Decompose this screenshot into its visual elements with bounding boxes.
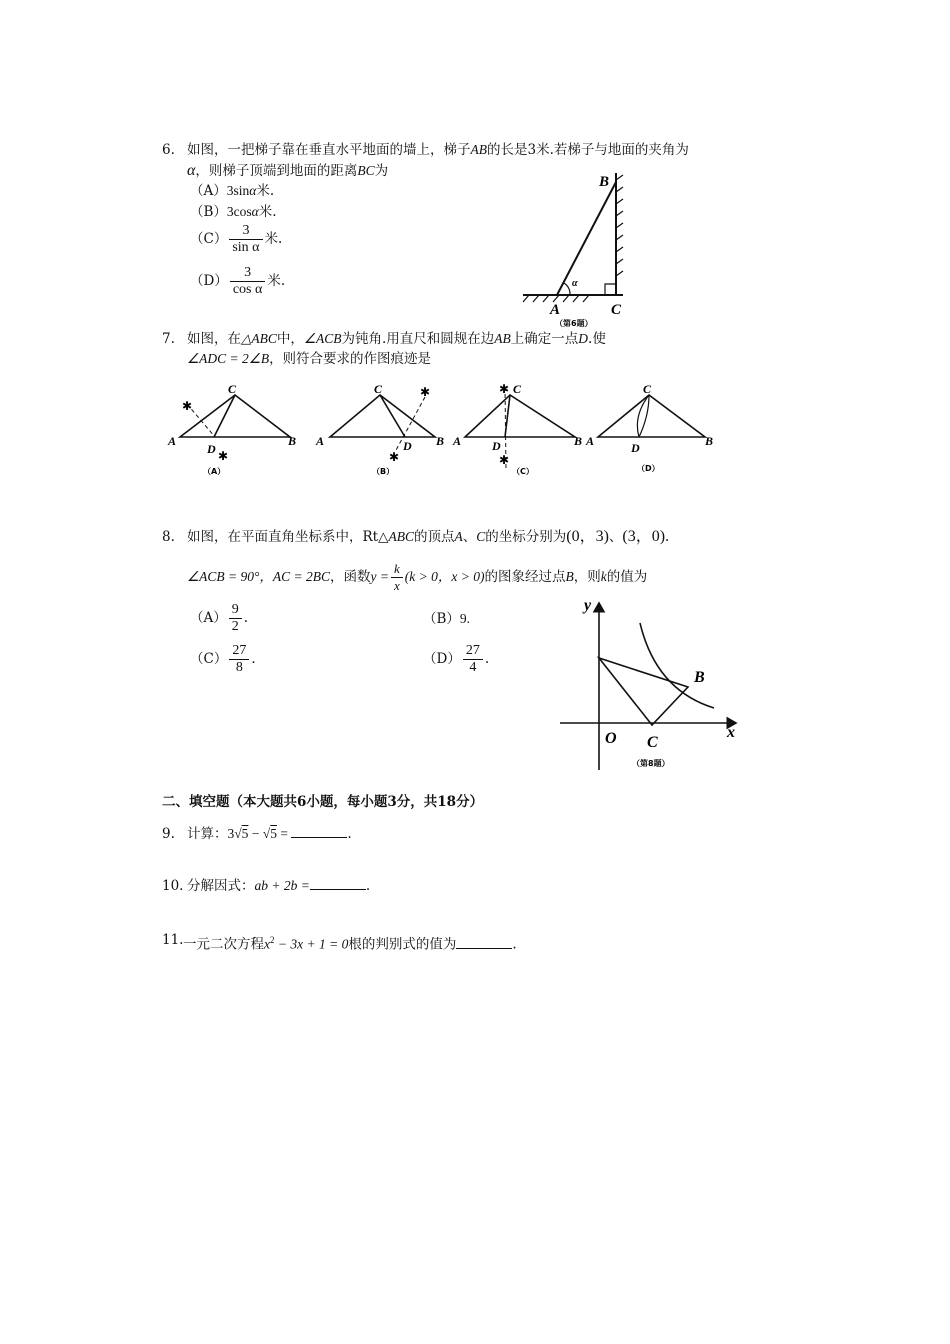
q7a-label-b: B (288, 434, 297, 448)
q6-text-b: 的长是3米.若梯子与地面的夹角为 (487, 142, 689, 158)
q8-line2 (187, 561, 647, 594)
q6-option-c-unit: 米. (264, 231, 283, 247)
q7a-arc-mark-1: ✱ (182, 399, 193, 413)
q6-option-c-label: （C） (190, 231, 228, 247)
q8-text-f: ，则 (573, 569, 601, 585)
q9-prefix: 计算： (187, 826, 228, 842)
q8-label-b: B (694, 669, 705, 686)
q11-suffix: 根的判别式的值为 (348, 936, 457, 953)
q8-option-b-label: （B） (423, 611, 460, 627)
q7d-label-d: D (631, 441, 640, 455)
q7b-arc-mark-2: ✱ (389, 450, 400, 464)
q8-text-g: 的值为 (606, 569, 648, 585)
q7d-triangle (598, 395, 705, 437)
q8-option-c-fraction: $\frac{27}{8}$ (229, 643, 249, 676)
q8-b: B (565, 569, 574, 584)
q9-line (187, 825, 352, 843)
q10-answer-blank[interactable] (310, 877, 366, 890)
q6-ab: AB (470, 142, 487, 157)
q6-option-d (190, 265, 285, 298)
q8-label-y: y (584, 597, 592, 614)
q7b-label-b: B (436, 434, 445, 448)
q7-line2 (187, 350, 431, 368)
q8-option-b (423, 610, 470, 628)
q8-option-d (423, 643, 489, 676)
q8-func-fraction: $\frac{k}{x}$ (391, 561, 403, 594)
q8-triangle (599, 658, 688, 725)
q7-text-a: 如图，在 (187, 331, 241, 347)
q7c-label-c: C (513, 382, 522, 396)
q7-text-c: 为钝角.用直尺和圆规在边 (341, 331, 495, 347)
q7a-label-c: C (228, 382, 237, 396)
q6-option-c (190, 223, 282, 256)
q7-d: D (578, 331, 589, 346)
q11-x: x (264, 936, 270, 952)
q6-text-d: 为 (374, 163, 389, 179)
q7b-caption: （B） (372, 467, 395, 476)
q6-bc: BC (357, 163, 375, 178)
q6-label-angle: α (572, 278, 578, 289)
q8-hyperbola (640, 623, 714, 708)
q8-option-a-label: （A） (190, 610, 227, 626)
q8-option-c-tail: . (251, 651, 256, 667)
q6-text-a: 如图，一把梯子靠在垂直水平地面的墙上，梯子 (187, 142, 471, 158)
q7b-label-d: D (403, 439, 412, 453)
q7-text-b: 中， (276, 331, 304, 347)
q8-sep-2: 、 (608, 529, 623, 545)
q9-minus: − √ (248, 826, 271, 841)
q6-option-d-label: （D） (190, 273, 228, 289)
q6-line1 (187, 141, 689, 159)
q6-option-a (190, 182, 274, 200)
q7a-arc-mark-2: ✱ (218, 449, 229, 463)
q6-right-angle-mark (605, 284, 616, 295)
q6-option-c-fraction: $\frac{3}{\text{sin α}}$ (229, 223, 262, 256)
q6-option-d-unit: 米. (267, 273, 286, 289)
q9-radicand-1: 5 (241, 826, 249, 841)
q6-option-d-fraction: $\frac{3}{\text{cos α}}$ (230, 265, 266, 298)
q8-c: C (476, 529, 486, 544)
q8-caption: （第8题） (632, 759, 670, 768)
q11-expr: − 3x + 1 = 0 (274, 936, 349, 952)
q6-angle-arc (564, 283, 570, 295)
q8-k: k (600, 569, 607, 584)
q6-ground-hatch (523, 295, 589, 302)
q8-ratio: AC = 2BC (272, 569, 330, 584)
q7b-arc-mark-1: ✱ (420, 385, 431, 399)
q7b-label-c: C (374, 382, 383, 396)
q11-line (183, 931, 517, 954)
q8-line1 (187, 528, 669, 546)
q7-line1 (187, 330, 606, 348)
q9-eq: = (276, 826, 292, 841)
q6-option-b-alpha: α (251, 204, 259, 219)
q7a-label-d: D (207, 442, 216, 456)
q10-line (187, 877, 370, 895)
q8-func-y: y = (370, 569, 389, 584)
q7-figure-c (450, 382, 590, 482)
q11-prefix: 一元二次方程 (183, 936, 264, 953)
q7-figure-d (585, 382, 725, 482)
section2-title: 二、填空题（本大题共6小题，每小题3分，共18分） (162, 794, 484, 810)
q7c-label-a: A (453, 434, 462, 448)
q7c-arc-mark-2: ✱ (499, 453, 510, 467)
q6-option-b-label: （B） (190, 204, 227, 220)
q7a-label-a: A (168, 434, 177, 448)
q7d-arc-1 (637, 395, 649, 437)
q7b-segment-cd (380, 395, 405, 437)
q8-angle: ∠ACB = 90°， (187, 569, 273, 584)
q8-option-a-tail: . (243, 610, 249, 626)
q8-text-a: 如图，在平面直角坐标系中，Rt△ (187, 529, 389, 545)
q7d-caption: （D） (637, 464, 660, 473)
q7c-caption: （C） (512, 467, 534, 476)
q9-radicand-2: 5 (270, 826, 277, 841)
q6-option-b-value: 3cos (226, 204, 252, 219)
q11-answer-blank[interactable] (456, 936, 512, 949)
q9-answer-blank[interactable] (291, 825, 347, 838)
q9-expr-a: 3√ (227, 826, 242, 841)
q6-number: 6. (162, 142, 175, 158)
q6-option-a-value: 3sin (226, 183, 250, 198)
q8-abc: ABC (388, 529, 414, 544)
q7b-label-a: A (316, 434, 325, 448)
q6-text-c: ，则梯子顶端到地面的距离 (195, 163, 358, 179)
q9-number: 9. (162, 826, 175, 842)
q11-number: 11. (162, 932, 184, 948)
q8-option-c-label: （C） (190, 651, 228, 667)
q8-label-o: O (605, 730, 617, 747)
q6-wall-hatch (616, 175, 623, 276)
q6-ladder-line (557, 182, 616, 295)
q7a-caption: （A） (203, 467, 226, 476)
q8-func-condition: (k > 0，x > 0) (404, 569, 485, 584)
q7c-arc-mark-1: ✱ (499, 382, 510, 396)
q10-tail: . (365, 878, 371, 894)
q8-option-d-fraction: $\frac{27}{4}$ (463, 643, 483, 676)
q8-label-x: x (727, 724, 735, 741)
q6-option-a-alpha: α (249, 183, 257, 198)
q7-text-e: .使 (588, 331, 606, 347)
q7-figure-a (165, 382, 305, 482)
q9-tail: . (347, 826, 352, 842)
q8-coord-a: (0，3) (566, 528, 609, 545)
q8-label-c: C (647, 734, 658, 751)
q8-sep: 、 (462, 529, 477, 545)
q7c-label-d: D (492, 439, 501, 453)
q6-label-b: B (599, 174, 610, 190)
q7a-segment-cd (214, 395, 235, 437)
q7-angle: ∠ACB (303, 331, 342, 346)
q7-condition: ∠ADC = 2∠B (187, 351, 270, 366)
q7c-label-b: B (574, 434, 583, 448)
q7a-triangle (180, 395, 290, 437)
q7-triangle: △ABC (241, 331, 277, 346)
q10-prefix: 分解因式： (187, 878, 255, 894)
q11-tail: . (512, 936, 517, 953)
q7-text-d: 上确定一点 (510, 331, 579, 347)
q7d-label-a: A (586, 434, 595, 448)
q6-caption: （第6题） (555, 319, 593, 328)
q6-option-a-label: （A） (190, 183, 227, 199)
q8-number: 8. (162, 529, 175, 545)
q8-option-b-value: 9. (459, 611, 471, 626)
q6-option-a-unit: 米. (256, 183, 275, 199)
q7-figure-b (310, 382, 450, 482)
q6-alpha: α (187, 162, 196, 179)
q8-coord-c: (3，0). (622, 528, 670, 545)
q6-label-a: A (550, 302, 561, 318)
q8-option-a (190, 602, 248, 635)
q7d-label-b: B (705, 434, 714, 448)
q8-coordinate-figure (556, 595, 746, 775)
q8-option-a-fraction: $\frac{9}{2}$ (229, 602, 242, 635)
q6-option-b (190, 203, 277, 221)
q10-expr: ab + 2b = (254, 878, 310, 893)
q8-text-c: 的坐标分别为 (485, 529, 567, 545)
q7-ab: AB (494, 331, 511, 346)
q6-ladder-figure (515, 168, 635, 328)
q6-line2 (187, 162, 388, 180)
q7b-triangle (330, 395, 435, 437)
q8-text-b: 的顶点 (413, 529, 455, 545)
q6-label-c: C (611, 302, 622, 318)
q10-number: 10. (162, 878, 184, 894)
q8-text-e: 的图象经过点 (484, 569, 566, 585)
q8-option-d-label: （D） (423, 651, 461, 667)
q8-text-d: ，函数 (329, 569, 371, 585)
q8-a: A (454, 529, 463, 544)
q7d-label-c: C (643, 382, 652, 396)
q7-number: 7. (162, 331, 175, 347)
q7c-triangle (465, 395, 575, 437)
q7-text-f: ，则符合要求的作图痕迹是 (269, 351, 432, 367)
q8-option-c (190, 643, 256, 676)
q11-sup: 2 (270, 935, 275, 945)
q8-option-d-tail: . (484, 651, 490, 667)
q6-option-b-unit: 米. (258, 204, 277, 220)
